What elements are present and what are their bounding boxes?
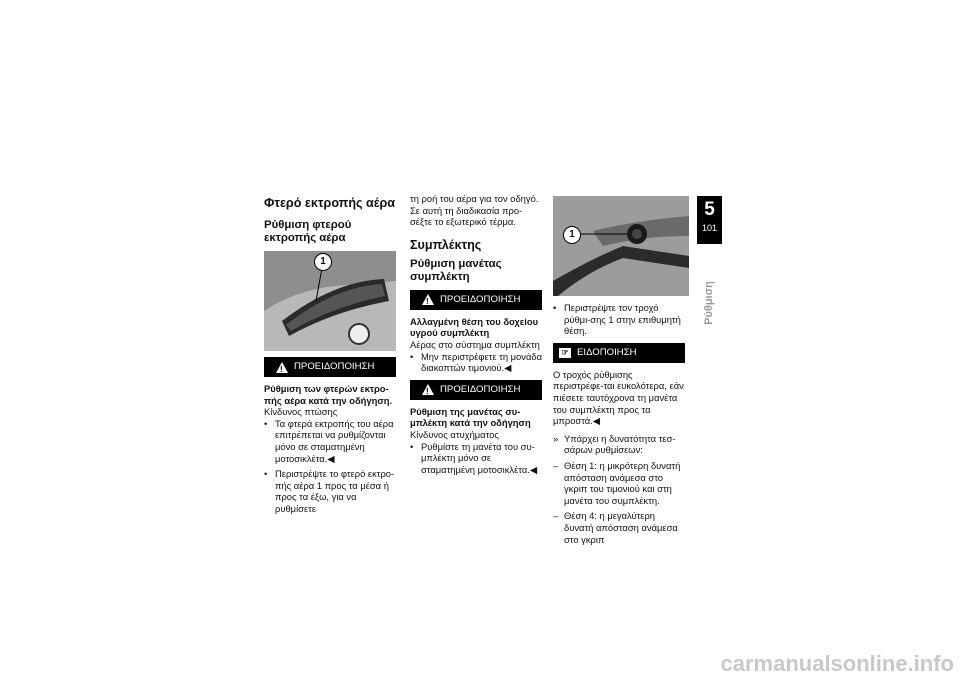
chapter-number: 5 — [704, 199, 715, 220]
page-number: 101 — [701, 223, 718, 233]
warning-label: ΠΡΟΕΙΔΟΠΟΙΗΣΗ — [294, 361, 375, 373]
column-3 — [553, 196, 685, 549]
warning-triangle-icon — [422, 294, 434, 305]
instruction-list — [553, 302, 685, 337]
warning-triangle-icon — [422, 384, 434, 395]
warning-banner — [410, 380, 542, 400]
list-item: • Περιστρέψτε τον τροχό ρύθμι-σης 1 στην επιθυμητή θέση. — [553, 302, 685, 337]
settings-list — [553, 433, 685, 545]
wind-deflector-figure — [264, 251, 396, 351]
chapter-side-label — [697, 268, 721, 338]
continued-text: τη ροή του αέρα για τον οδηγό. Σε αυτή τη διαδικασία προ-σέξτε το εξωτερικό τέρμα. — [410, 193, 539, 228]
section-subtitle: Ρύθμιση φτερού εκτροπής αέρα — [264, 219, 352, 244]
warning-triangle-icon — [276, 362, 288, 373]
warning-label: ΠΡΟΕΙΔΟΠΟΙΗΣΗ — [440, 383, 521, 395]
list-item: • Τα φτερά εκτροπής του αέρα επιτρέπεται να ρυθμίζονται μόνο σε σταματημένη μοτοσικλέτα.◀ — [264, 418, 396, 464]
list-item: • Μην περιστρέφετε τη μονάδα διακοπτών τιμονιού.◀ — [410, 351, 542, 374]
warning-list — [410, 441, 542, 476]
warning-text: Αέρας στο σύστημα συμπλέκτη — [410, 338, 540, 350]
hand-note-icon: ☞ — [559, 348, 571, 358]
warning-list — [410, 351, 542, 374]
warning-text: Κίνδυνος πτώσης — [264, 406, 338, 418]
column-2 — [410, 193, 542, 479]
section-title: Φτερό εκτροπής αέρα — [264, 196, 396, 210]
section-subtitle: Ρύθμιση μανέτας συμπλέκτη — [410, 257, 502, 283]
warning-text: Κίνδυνος ατυχήματος — [410, 428, 499, 440]
list-item: » Υπάρχει η δυνατότητα τεσ-σάρων ρυθμίσεων: — [553, 433, 685, 456]
warning-heading: Ρύθμιση της μανέτας συ-μπλέκτη κατά την οδήγηση — [410, 405, 531, 429]
warning-banner — [264, 357, 396, 377]
instruction-list — [264, 418, 396, 515]
list-item: • Περιστρέψτε το φτερό εκτρο-πής αέρα 1 προς τα μέσα ή προς τα έξω, για να ρυθμίσετε — [264, 468, 396, 514]
warning-label: ΠΡΟΕΙΔΟΠΟΙΗΣΗ — [440, 293, 521, 305]
list-item: – Θέση 1: η μικρότερη δυνατή απόσταση ανάμεσα στο γκριπ του τιμονιού και στη μανέτα του συμπλέκτη. — [553, 460, 685, 506]
column-1 — [264, 196, 396, 519]
warning-banner — [410, 290, 542, 310]
clutch-lever-illustration — [553, 196, 689, 296]
list-item: • Ρυθμίστε τη μανέτα του συ-μπλέκτη μόνο σε σταματημένη μοτοσικλέτα.◀ — [410, 441, 542, 476]
chapter-tab — [697, 196, 722, 244]
section-title: Συμπλέκτης — [410, 237, 482, 252]
list-item: – Θέση 4: η μεγαλύτερη δυνατή απόσταση ανάμεσα στο γκριπ — [553, 510, 685, 545]
figure-callout-1: 1 — [563, 226, 581, 244]
figure-callout-1: 1 — [314, 253, 332, 271]
watermark: carmanualsonline.info — [720, 651, 954, 676]
note-text: Ο τροχός ρύθμισης περιστρέφε-ται ευκολότερα, εάν πιέσετε ταυτόχρονα τη μανέτα του συμπλέκτη προς τα μπροστά.◀ — [553, 368, 684, 427]
clutch-lever-figure — [553, 196, 689, 296]
note-label: ΕΙΔΟΠΟΙΗΣΗ — [577, 346, 637, 358]
warning-heading: Αλλαγμένη θέση του δοχείου υγρού συμπλέκτη — [410, 315, 539, 339]
note-banner — [553, 343, 685, 363]
chapter-name: Ρύθμιση — [703, 281, 715, 325]
warning-heading: Ρύθμιση των φτερών εκτρο-πής αέρα κατά την οδήγηση. — [264, 383, 393, 406]
